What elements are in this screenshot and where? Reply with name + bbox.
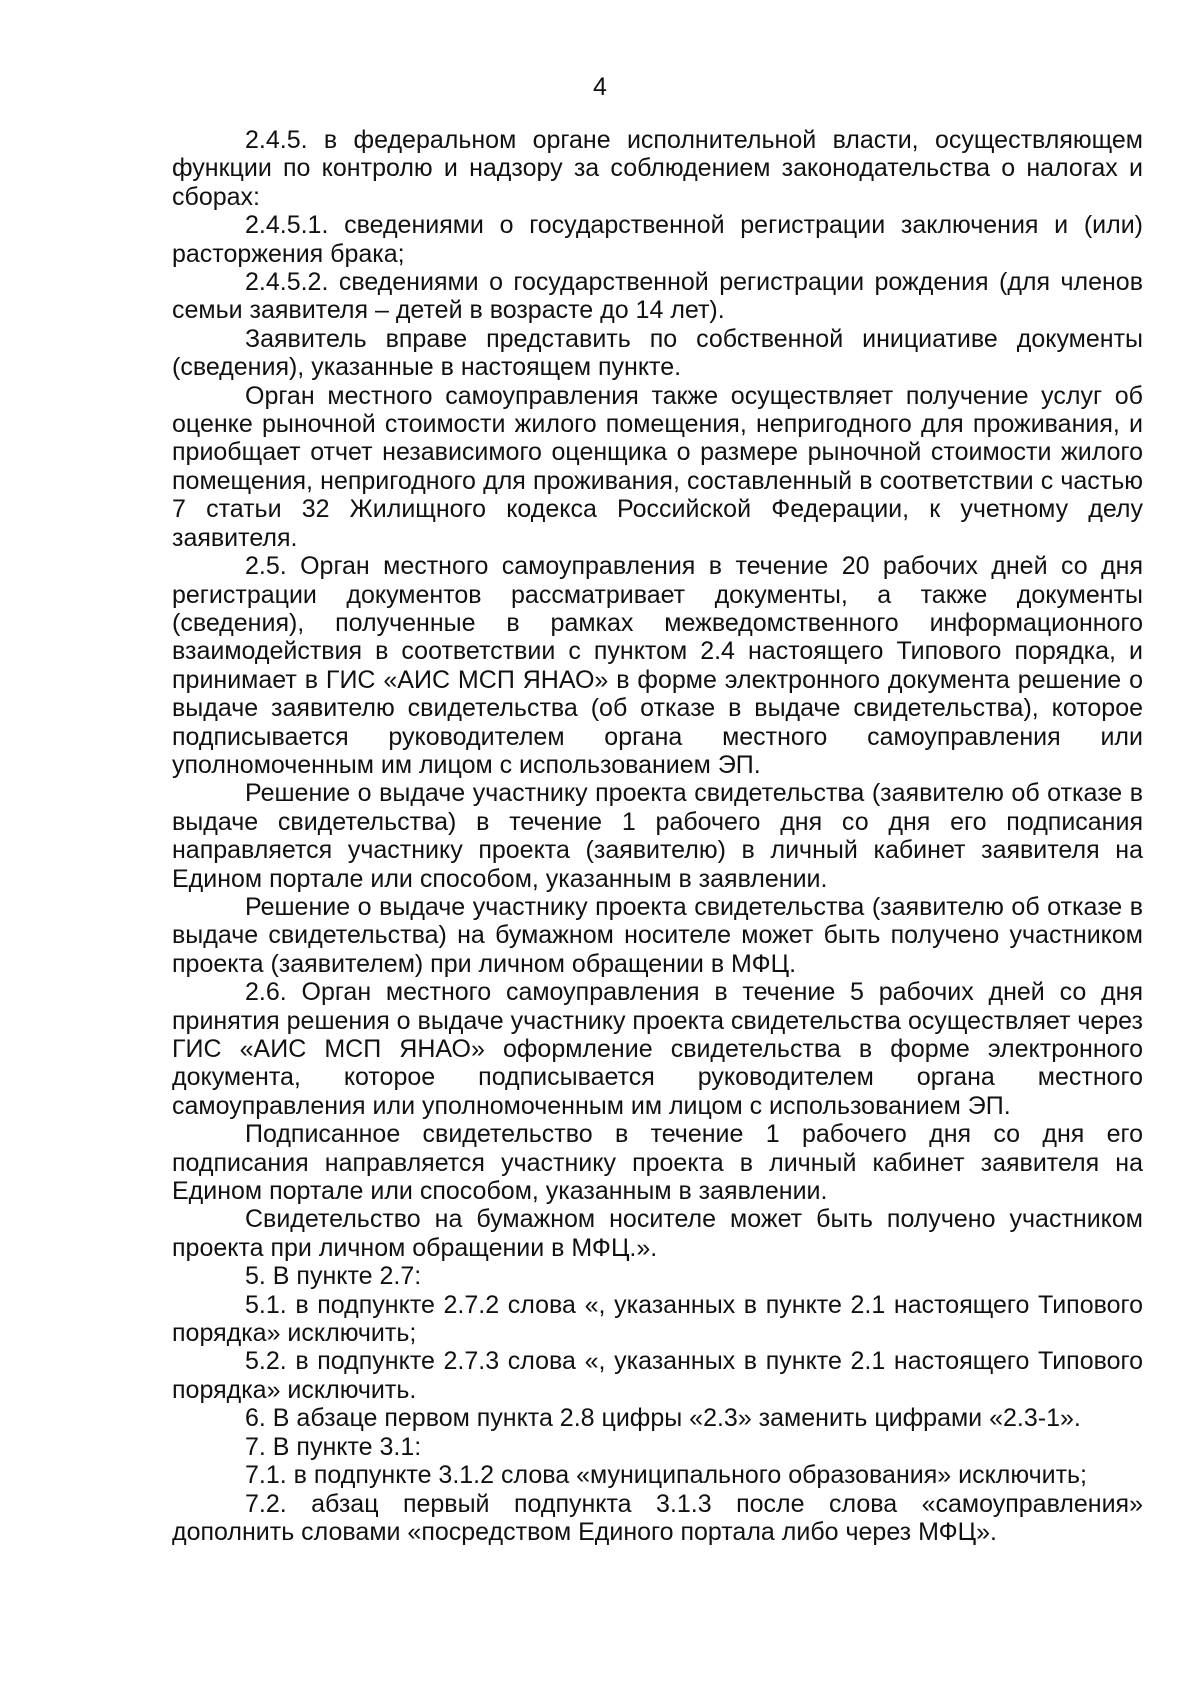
page-number: 4: [593, 73, 607, 101]
paragraph-decision-sending: Решение о выдаче участнику проекта свидетельства (заявителю об отказе в выдаче свидетельства) в течение 1 рабочего дня со дня его подписания направляется участнику проекта (заявителю) в личный кабинет заявителя на Едином портале или способом, указанным в заявлении.: [172, 779, 1143, 893]
paragraph-2-4-5-1: 2.4.5.1. сведениями о государственной регистрации заключения и (или) расторжения брака;: [172, 211, 1143, 268]
paragraph-7-1: 7.1. в подпункте 3.1.2 слова «муниципального образования» исключить;: [245, 1461, 1087, 1490]
paragraph-2-6: 2.6. Орган местного самоуправления в течение 5 рабочих дней со дня принятия решения о выдаче участнику проекта свидетельства осуществляет через ГИС «АИС МСП ЯНАО» оформление свидетельства в форме электронного документа, которое подписывается руководителем органа местного самоуправления или уполномоченным им лицом с использованием ЭП.: [172, 978, 1143, 1120]
paragraph-7-2: 7.2. абзац первый подпункта 3.1.3 после слова «самоуправления» дополнить словами «посредством Единого портала либо через МФЦ».: [172, 1489, 1143, 1546]
paragraph-applicant-right: Заявитель вправе представить по собственной инициативе документы (сведения), указанные в настоящем пункте.: [172, 324, 1143, 382]
paragraph-2-4-5-2: 2.4.5.2. сведениями о государственной регистрации рождения (для членов семьи заявителя – детей в возрасте до 14 лет).: [172, 268, 1143, 325]
paragraph-decision-paper: Решение о выдаче участнику проекта свидетельства (заявителю об отказе в выдаче свидетельства) на бумажном носителе может быть получено участником проекта (заявителем) при личном обращении в МФЦ.: [172, 892, 1143, 978]
paragraph-5: 5. В пункте 2.7:: [245, 1262, 422, 1291]
paragraph-7: 7. В пункте 3.1:: [245, 1432, 422, 1461]
paragraph-2-4-5: 2.4.5. в федеральном органе исполнительной власти, осуществляющем функции по контролю и надзору за соблюдением законодательства о налогах и сборах:: [172, 126, 1143, 211]
paragraph-5-1: 5.1. в подпункте 2.7.2 слова «, указанных в пункте 2.1 настоящего Типового порядка» исключить;: [172, 1290, 1143, 1348]
paragraph-signed-certificate: Подписанное свидетельство в течение 1 рабочего дня со дня его подписания направляется участнику проекта в личный кабинет заявителя на Едином портале или способом, указанным в заявлении.: [172, 1120, 1143, 1206]
paragraph-6: 6. В абзаце первом пункта 2.8 цифры «2.3» заменить цифрами «2.3-1».: [245, 1404, 1081, 1433]
paragraph-5-2: 5.2. в подпункте 2.7.3 слова «, указанных в пункте 2.1 настоящего Типового порядка» исключить.: [172, 1347, 1143, 1404]
paragraph-valuation: Орган местного самоуправления также осуществляет получение услуг об оценке рыночной стоимости жилого помещения, непригодного для проживания, и приобщает отчет независимого оценщика о размере рыночной стоимости жилого помещения, непригодного для проживания, составленный в соответствии с частью 7 статьи 32 Жилищного кодекса Российской Федерации, к учетному делу заявителя.: [172, 381, 1143, 552]
paragraph-certificate-paper: Свидетельство на бумажном носителе может быть получено участником проекта при личном обращении в МФЦ.».: [172, 1205, 1143, 1262]
paragraph-2-5: 2.5. Орган местного самоуправления в течение 20 рабочих дней со дня регистрации документов рассматривает документы, а также документы (сведения), полученные в рамках межведомственного информационного взаимодействия в соответствии с пунктом 2.4 настоящего Типового порядка, и принимает в ГИС «АИС МСП ЯНАО» в форме электронного документа решение о выдаче заявителю свидетельства (об отказе в выдаче свидетельства), которое подписывается руководителем органа местного самоуправления или уполномоченным им лицом с использованием ЭП.: [172, 552, 1143, 779]
document-body: [172, 126, 1143, 1546]
